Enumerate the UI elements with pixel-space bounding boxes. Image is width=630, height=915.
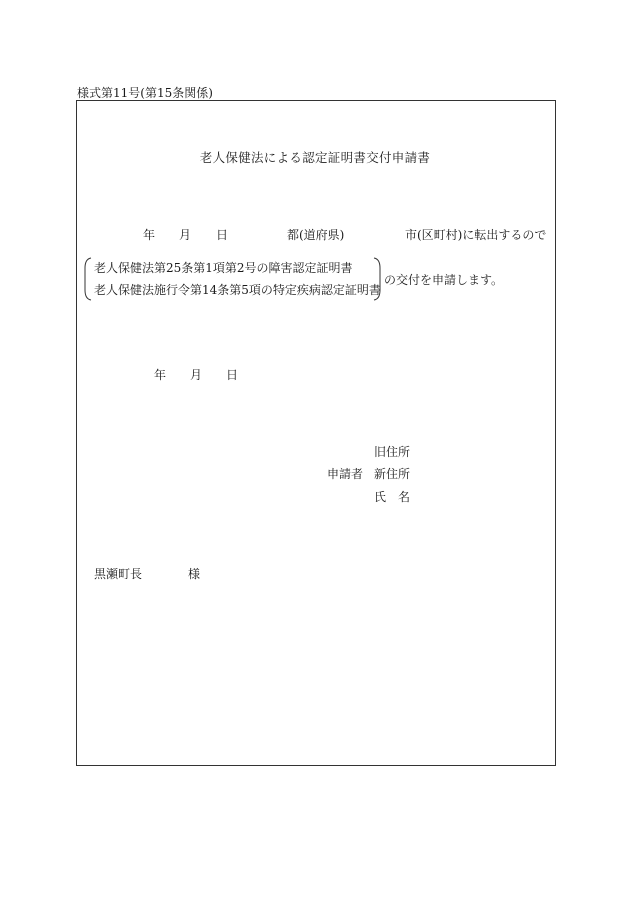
addressee-honorific: 様: [188, 567, 201, 581]
certificate-option-disability: 老人保健法第25条第1項第2号の障害認定証明書: [94, 261, 353, 275]
new-address-label: 新住所: [374, 467, 411, 481]
certificate-option-specific-disease: 老人保健法施行令第14条第5項の特定疾病認定証明書: [94, 283, 381, 297]
form-frame: [76, 100, 556, 766]
transfer-month-label: 月: [179, 228, 192, 242]
right-bracket-icon: [373, 257, 381, 301]
application-month-label: 月: [190, 368, 203, 382]
request-clause: の交付を申請します。: [384, 273, 504, 287]
transfer-year-label: 年: [143, 228, 156, 242]
certificate-options-group: [84, 257, 384, 301]
application-year-label: 年: [154, 368, 167, 382]
addressee-office: 黒瀬町長: [94, 567, 143, 581]
form-title: 老人保健法による認定証明書交付申請書: [199, 150, 431, 165]
transfer-day-label: 日: [216, 228, 229, 242]
application-day-label: 日: [226, 368, 239, 382]
name-label: 氏 名: [374, 490, 411, 504]
applicant-label: 申請者: [327, 467, 364, 481]
left-bracket-icon: [84, 257, 92, 301]
form-number: 様式第11号(第15条関係): [77, 86, 213, 100]
city-clause: 市(区町村)に転出するので: [405, 228, 547, 242]
old-address-label: 旧住所: [374, 445, 411, 459]
prefecture-label: 都(道府県): [287, 228, 345, 242]
